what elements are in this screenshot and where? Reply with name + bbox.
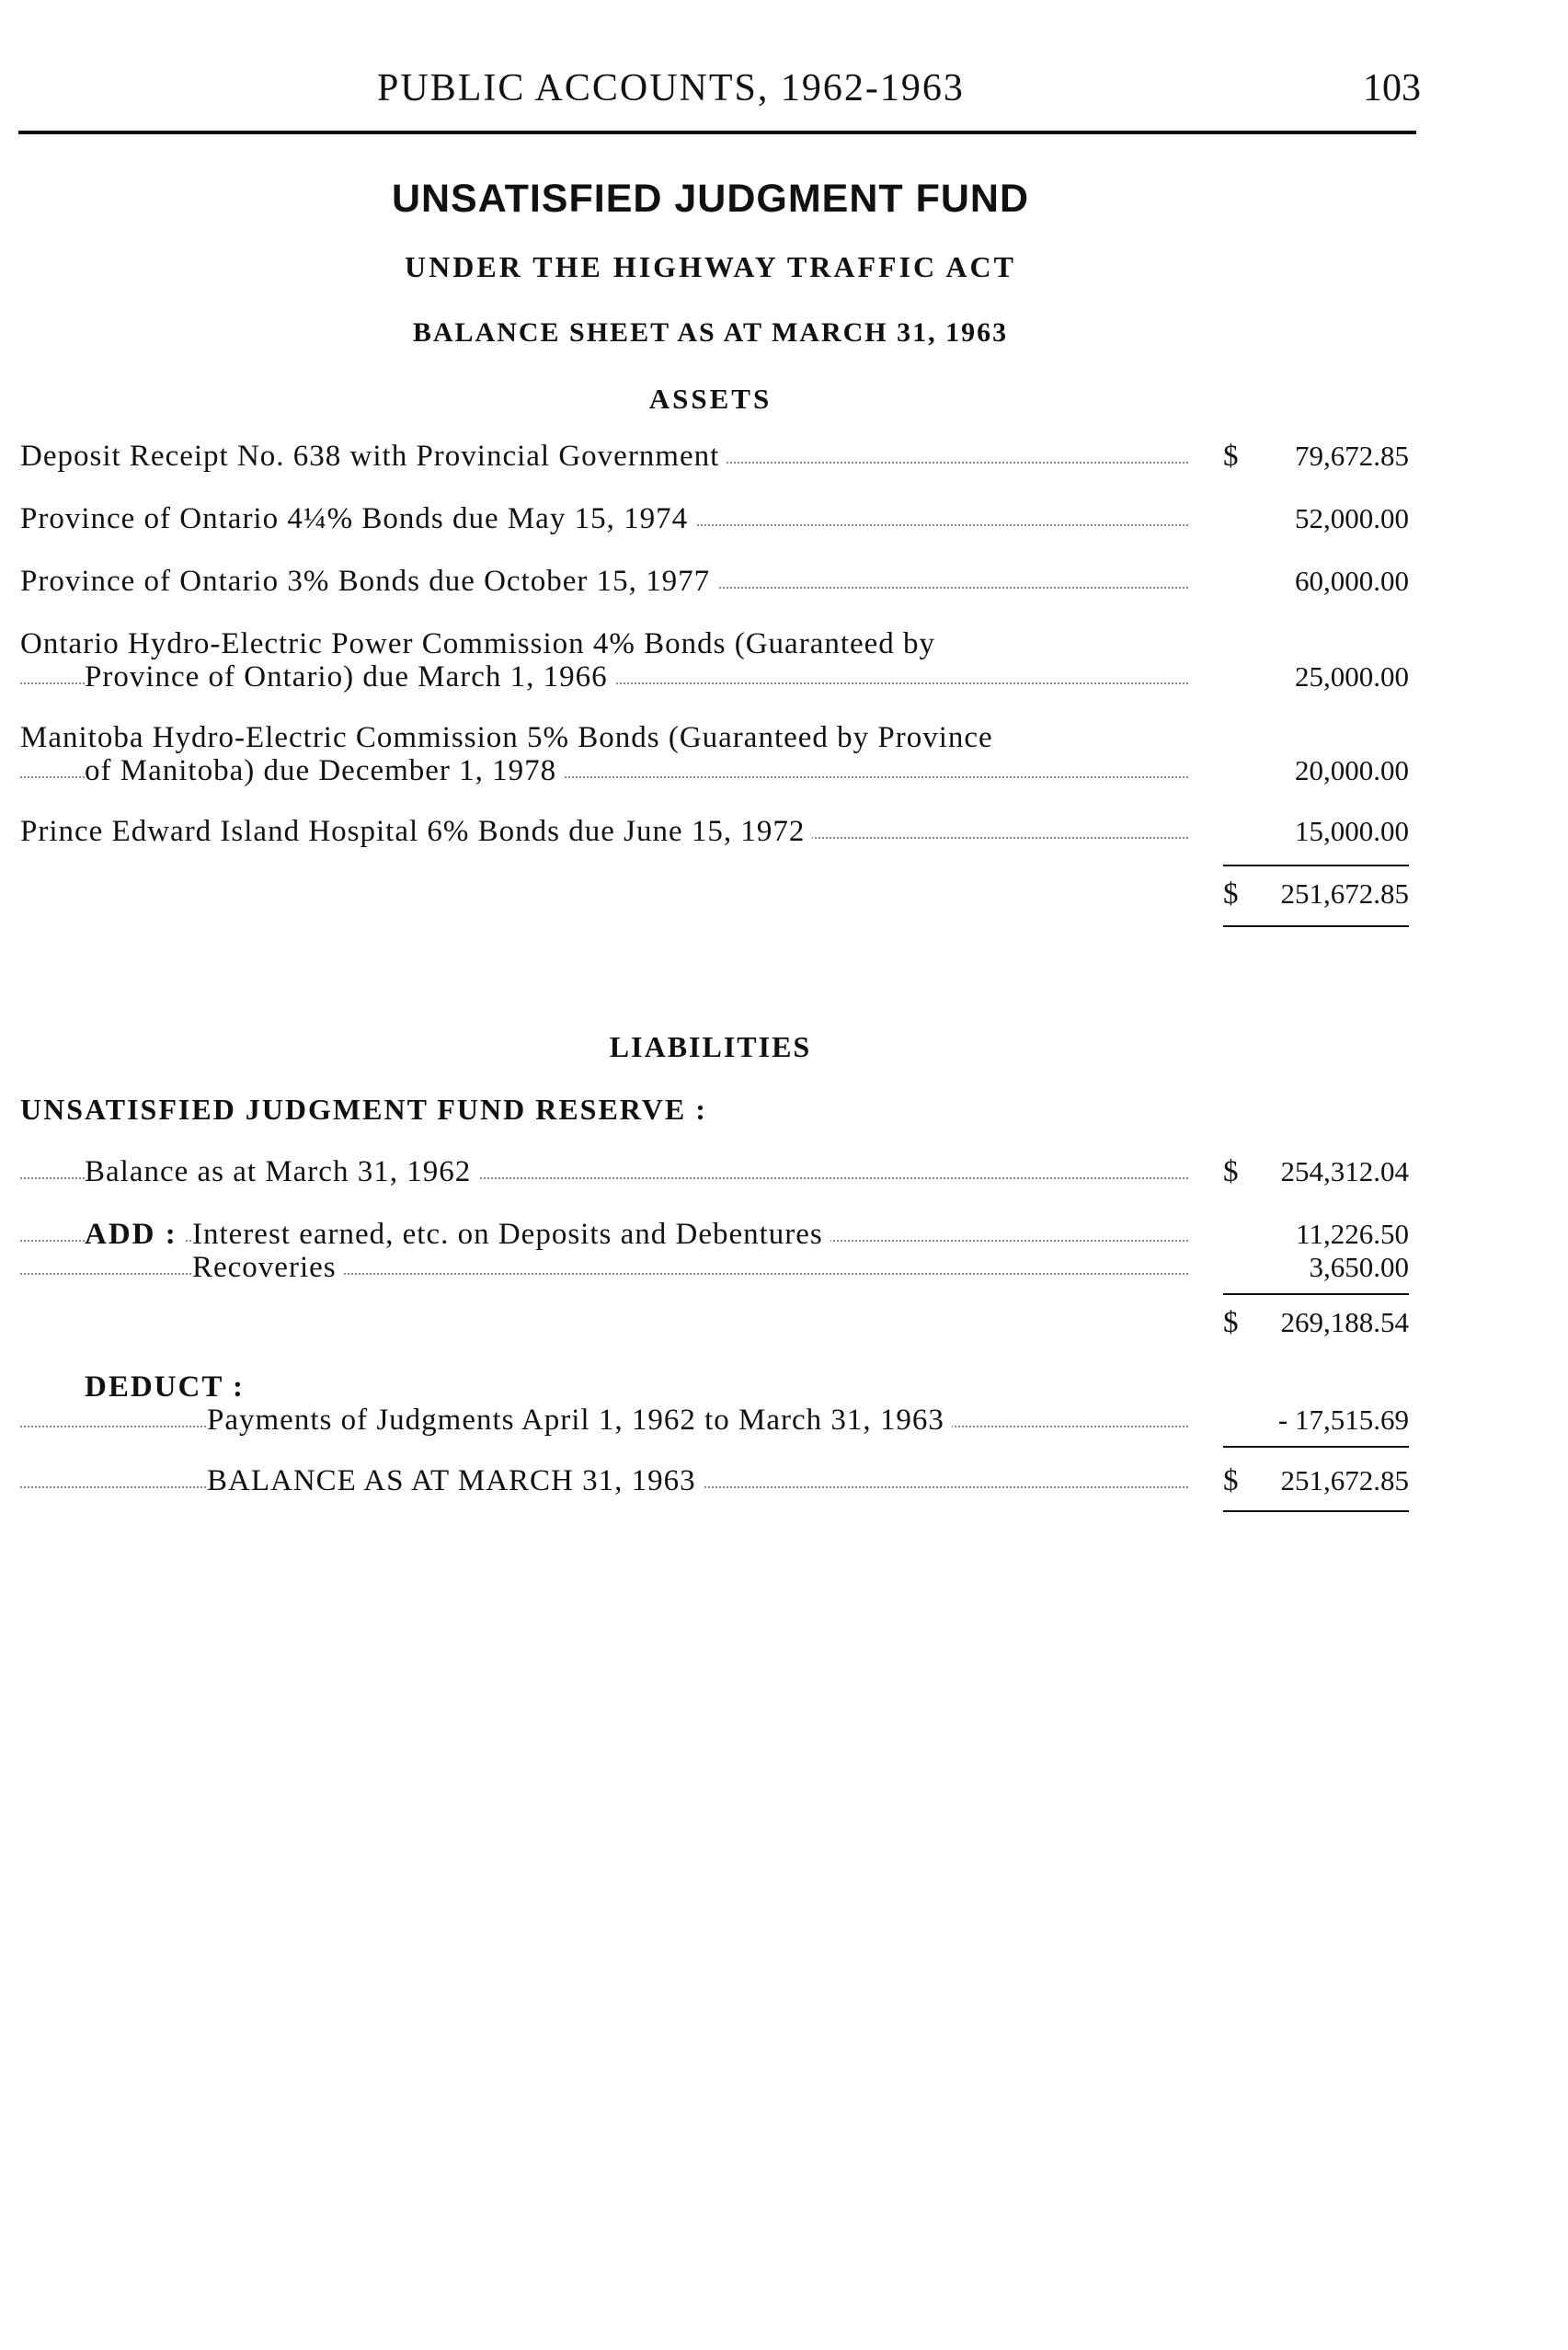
deduct-item-amount: - 17,515.69 bbox=[1277, 1404, 1409, 1436]
add-item-row bbox=[20, 1218, 1409, 1251]
asset-row bbox=[20, 721, 1409, 787]
asset-amount: 20,000.00 bbox=[1295, 754, 1409, 786]
page-number: 103 bbox=[1363, 67, 1421, 109]
reserve-heading: UNSATISFIED JUDGMENT FUND RESERVE : bbox=[20, 1093, 707, 1126]
total-rule bbox=[1223, 925, 1409, 927]
currency-symbol: $ bbox=[1223, 1306, 1239, 1339]
subtotal-amount: 269,188.54 bbox=[1280, 1306, 1409, 1338]
asset-row bbox=[20, 502, 1409, 535]
asset-amount: 79,672.85 bbox=[1295, 440, 1409, 472]
running-title: PUBLIC ACCOUNTS, 1962-1963 bbox=[377, 67, 965, 109]
asset-row bbox=[20, 440, 1409, 473]
closing-balance-row bbox=[20, 1464, 1409, 1497]
statement-title: BALANCE SHEET AS AT MARCH 31, 1963 bbox=[412, 317, 1009, 348]
subtotal-rule bbox=[1223, 1293, 1409, 1295]
fund-title: UNSATISFIED JUDGMENT FUND bbox=[391, 177, 1030, 221]
add-item-amount: 3,650.00 bbox=[1309, 1251, 1409, 1283]
subtotal-rule bbox=[1223, 865, 1409, 866]
currency-symbol: $ bbox=[1223, 440, 1239, 473]
assets-heading: ASSETS bbox=[648, 383, 773, 415]
closing-balance-label: BALANCE AS AT MARCH 31, 1963 bbox=[207, 1464, 704, 1497]
asset-row bbox=[20, 627, 1409, 694]
asset-label-continued: of Manitoba) due December 1, 1978 bbox=[85, 754, 564, 787]
add-label: ADD : bbox=[85, 1218, 185, 1251]
opening-balance-row bbox=[20, 1155, 1409, 1188]
act-subtitle: UNDER THE HIGHWAY TRAFFIC ACT bbox=[405, 250, 1016, 283]
add-item-label: Interest earned, etc. on Deposits and Debentures bbox=[192, 1218, 830, 1251]
deduct-item-label: Payments of Judgments April 1, 1962 to March 31, 1963 bbox=[207, 1404, 952, 1437]
asset-label-continued: Province of Ontario) due March 1, 1966 bbox=[85, 660, 615, 694]
currency-symbol: $ bbox=[1223, 1464, 1239, 1497]
add-item-row bbox=[20, 1251, 1409, 1284]
asset-row bbox=[20, 815, 1409, 848]
asset-label: Ontario Hydro-Electric Power Commission 4% Bonds (Guaranteed by bbox=[20, 627, 943, 660]
asset-label: Deposit Receipt No. 638 with Provincial Government bbox=[20, 440, 727, 473]
liabilities-heading: LIABILITIES bbox=[609, 1030, 812, 1063]
asset-label: Province of Ontario 3% Bonds due October 15, 1977 bbox=[20, 565, 717, 598]
assets-total-row bbox=[20, 877, 1409, 911]
opening-balance-label: Balance as at March 31, 1962 bbox=[85, 1155, 478, 1188]
deduct-row bbox=[20, 1370, 1409, 1404]
deduct-label: DEDUCT : bbox=[85, 1370, 252, 1404]
subtotal-rule bbox=[1223, 1446, 1409, 1448]
asset-amount: 52,000.00 bbox=[1295, 502, 1409, 534]
deduct-item-row bbox=[20, 1404, 1409, 1437]
asset-amount: 25,000.00 bbox=[1295, 660, 1409, 693]
add-item-amount: 11,226.50 bbox=[1296, 1218, 1409, 1250]
opening-balance-amount: 254,312.04 bbox=[1280, 1155, 1409, 1187]
asset-label: Province of Ontario 4¼% Bonds due May 15, 1974 bbox=[20, 502, 695, 535]
header-rule bbox=[18, 131, 1416, 134]
assets-total: 251,672.85 bbox=[1280, 877, 1409, 910]
total-rule bbox=[1223, 1510, 1409, 1512]
closing-balance-amount: 251,672.85 bbox=[1280, 1464, 1409, 1496]
asset-amount: 15,000.00 bbox=[1295, 815, 1409, 847]
asset-amount: 60,000.00 bbox=[1295, 565, 1409, 597]
add-item-label: Recoveries bbox=[192, 1251, 344, 1284]
subtotal-row bbox=[20, 1306, 1409, 1339]
currency-symbol: $ bbox=[1223, 1155, 1239, 1188]
asset-label: Prince Edward Island Hospital 6% Bonds due June 15, 1972 bbox=[20, 815, 812, 848]
currency-symbol: $ bbox=[1223, 877, 1239, 911]
asset-row bbox=[20, 565, 1409, 598]
asset-label: Manitoba Hydro-Electric Commission 5% Bonds (Guaranteed by Province bbox=[20, 721, 1001, 754]
